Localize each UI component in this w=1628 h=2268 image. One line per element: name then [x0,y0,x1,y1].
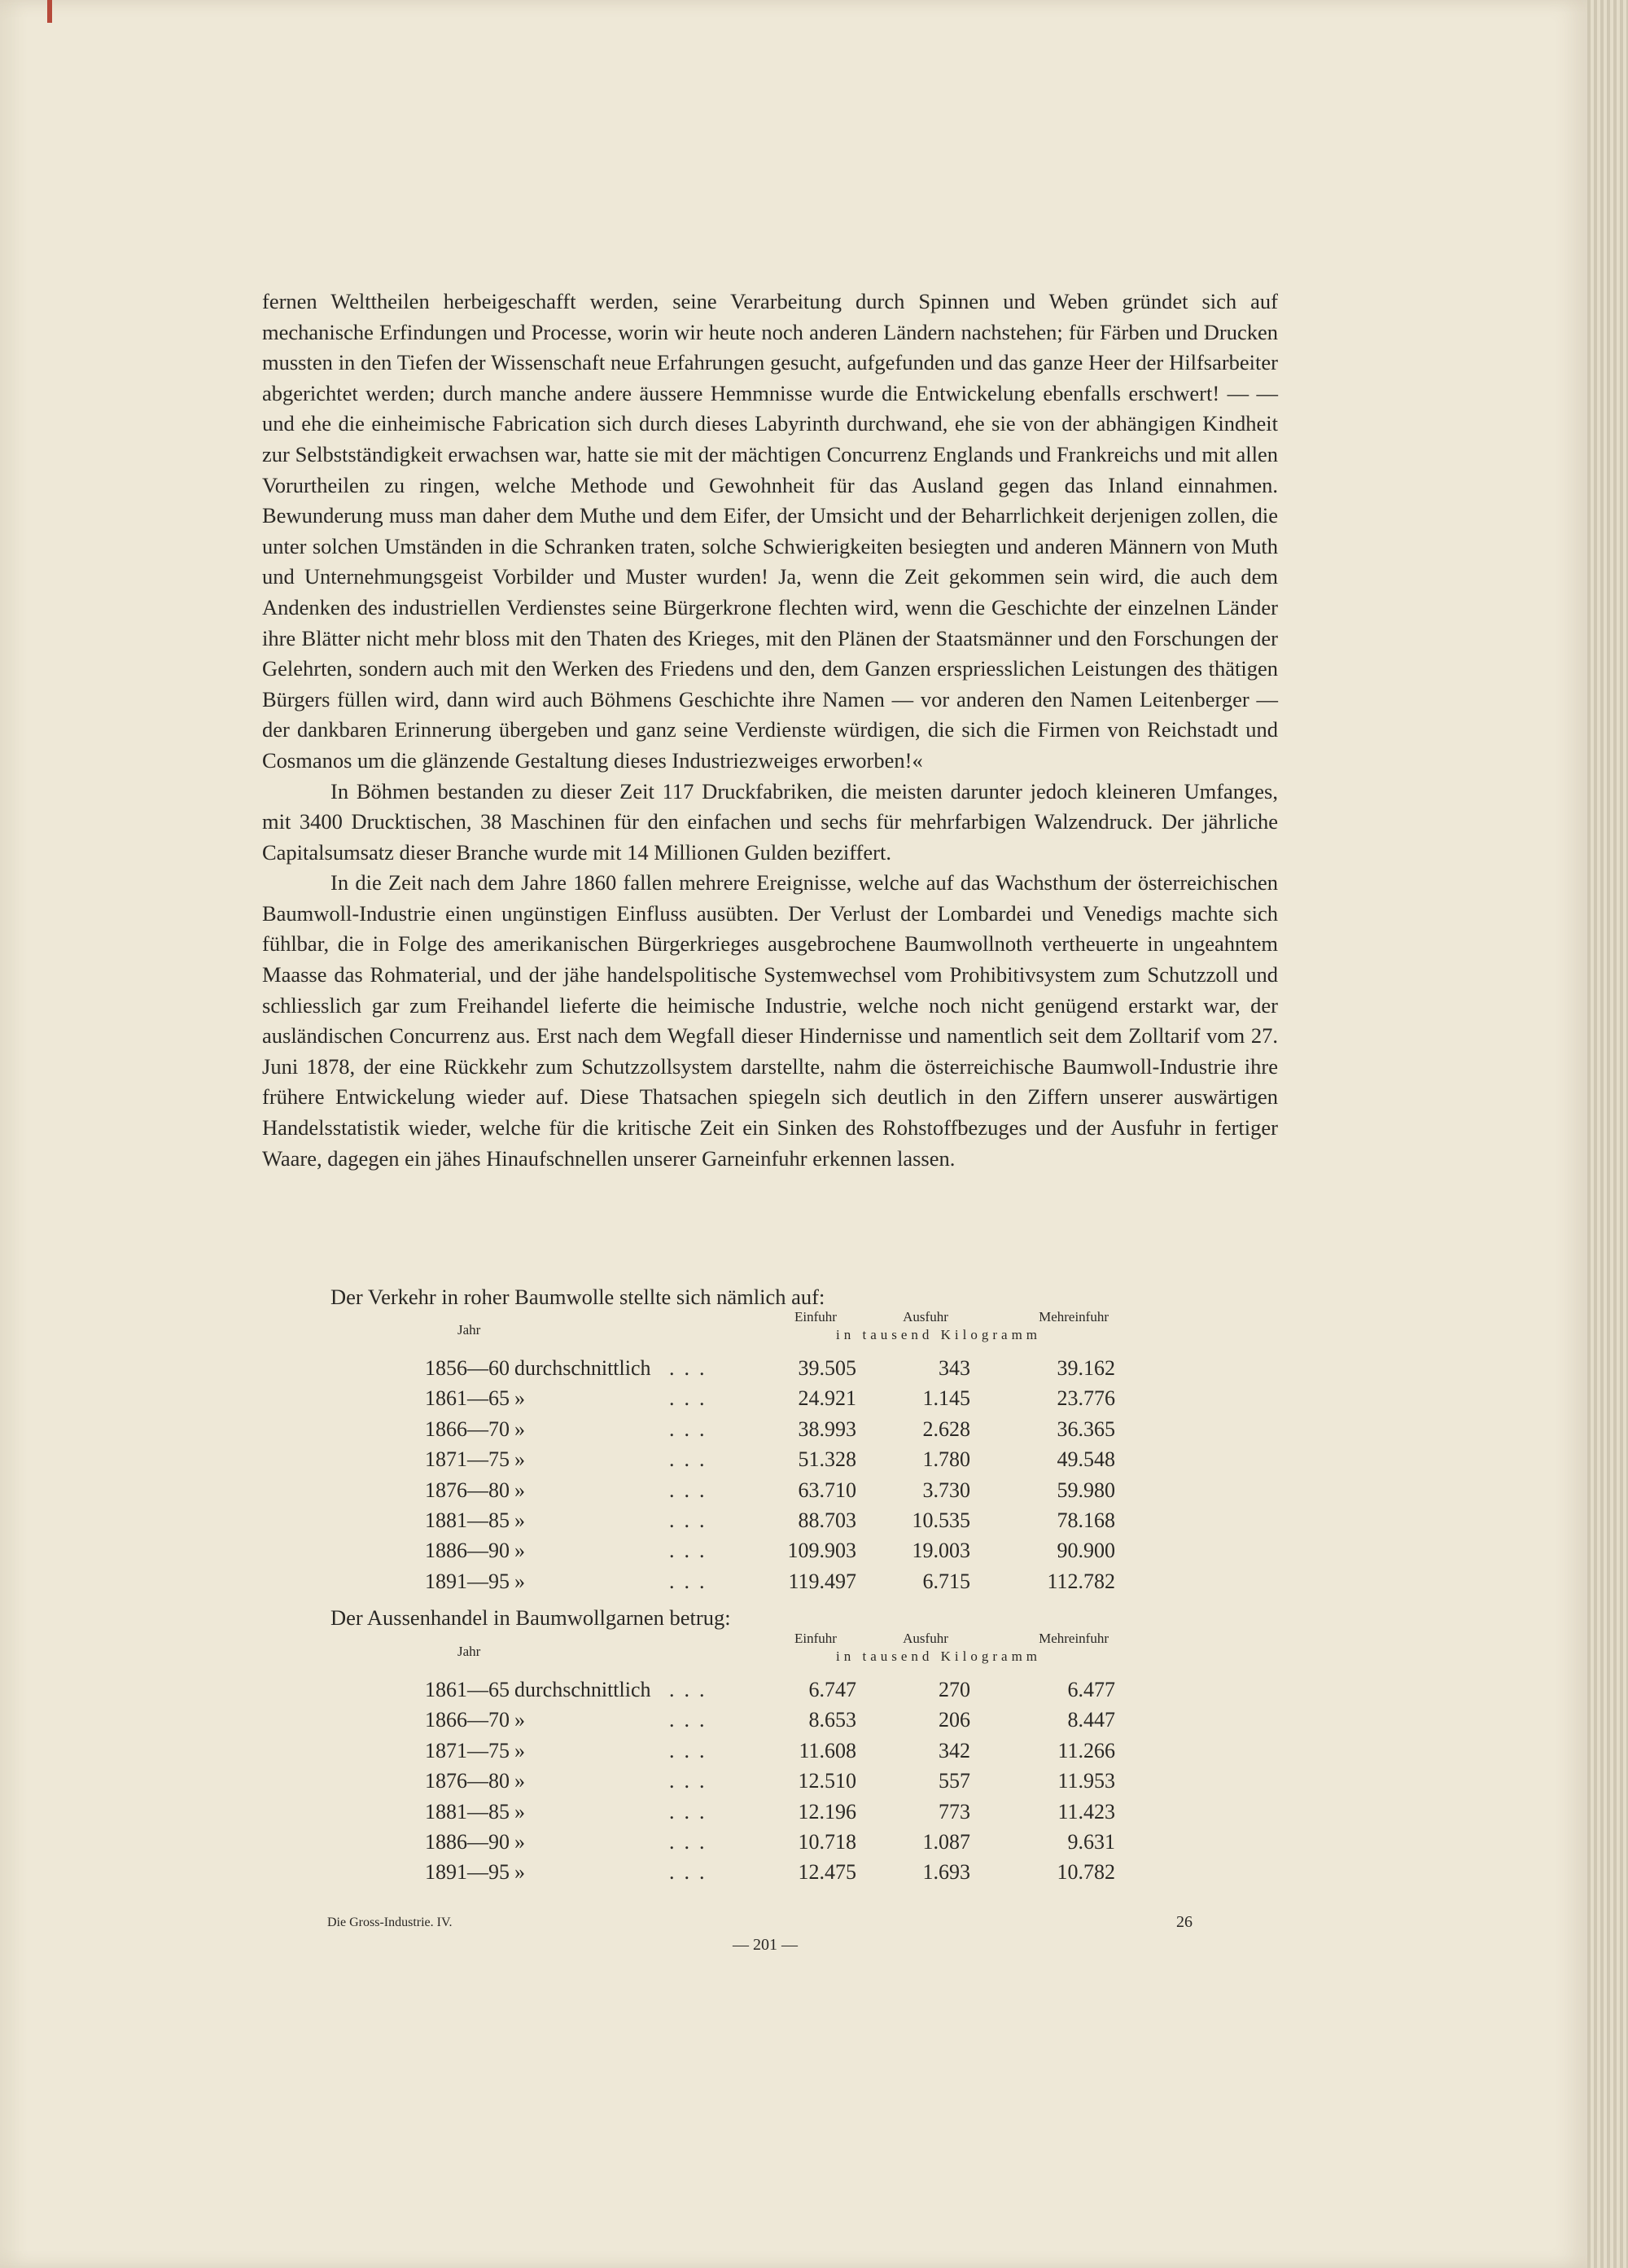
row-label: » [514,1539,525,1563]
table2-header [425,1631,1125,1678]
row-ausfuhr: 1.145 [922,1386,970,1411]
row-ausfuhr: 342 [939,1738,970,1762]
row-leader-dots: ... [669,1386,715,1411]
paragraph-3: In die Zeit nach dem Jahre 1860 fallen mehrere Ereignisse, welche auf das Wachsthum der österreichischen Baumwoll-Industrie einen ungünstigen Einfluss ausübten. Der Verlust der Lombardei und Venedigs machte sich fühlbar, die in Folge des amerikanischen Bürgerkrieges ausgebrochene Baumwollnoth vertheuerte in ungeahntem Maasse das Rohmaterial, und der jähe handelspolitische Systemwechsel vom Prohibitivsystem zum Schutzzoll und schliesslich gar zum Freihandel lieferte die heimische Industrie, welche noch nicht genügend erstarkt war, der ausländischen Concurrenz aus. Erst nach dem Wegfall dieser Hindernisse und namentlich seit dem Zolltarif vom 27. Juni 1878, der eine Rückkehr zum Schutzzollsystem darstellte, nahm die österreichische Baumwoll-Industrie ihre frühere Entwickelung wieder auf. Diese Thatsachen spiegeln sich deutlich in den Ziffern unserer auswärtigen Handelsstatistik wieder, welche für die kritische Zeit ein Sinken des Rohstoffbezuges und der Ausfuhr in fertiger Waare, dagegen ein jähes Hinaufschnellen unserer Garneinfuhr erkennen lassen. [262,870,1278,1171]
row-leader-dots: ... [669,1539,715,1563]
paragraph-1: fernen Welttheilen herbeigeschafft werden, seine Verarbeitung durch Spinnen und Weben gründet sich auf mechanische Erfindungen und Processe, worin wir heute noch anderen Ländern nachstehen; für Färben und Drucken mussten in den Tiefen der Wissenschaft neue Erfahrungen gesucht, aufgefunden und das ganze Heer der Hilfsarbeiter abgerichtet werden; durch manche andere äussere Hemmnisse wurde die Entwickelung ebenfalls erschwert! — — und ehe die einheimische Fabrication sich durch dieses Labyrinth durchwand, ehe sie von der abhängigen Kindheit zur Selbstständigkeit erwachsen war, hatte sie mit der mächtigen Concurrenz Englands und Frankreichs und mit allen Vorurtheilen zu ringen, welche Methode und Gewohnheit für das Ausland gegen das Inland einnahmen. Bewunderung muss man daher dem Muthe und dem Eifer, der Umsicht und der Beharrlichkeit derjenigen zollen, die unter solchen Umständen in die Schranken traten, solche Schwierigkeiten besiegten und anderen Männern von Muth und Unternehmungsgeist Vorbilder und Muster wurden! Ja, wenn die Zeit gekommen sein wird, die auch dem Andenken des industriellen Verdienstes seine Bürgerkrone flechten wird, wenn die Geschichte der einzelnen Länder ihre Blätter nicht mehr bloss mit den Thaten des Krieges, mit den Plänen der Staatsmänner und den Forschungen der Gelehrten, sondern auch mit den Werken des Friedens und den, dem Ganzen erspriesslichen Leistungen des thätigen Bürgers füllen wird, dann wird auch Böhmens Geschichte ihre Namen — vor anderen den Namen Leitenberger — der dankbaren Erinnerung übergeben und ganz seine Verdienste würdigen, die sich die Firmen von Reichstadt und Cosmanos um die glänzende Gestaltung dieses Industriezweiges erworben!« [262,289,1278,773]
row-ausfuhr: 343 [939,1356,970,1380]
row-label: » [514,1478,525,1502]
table-row [425,1769,1125,1799]
row-leader-dots: ... [669,1416,715,1441]
row-einfuhr: 63.710 [798,1478,856,1502]
page-number: — 201 — [733,1936,798,1954]
row-ausfuhr: 6.715 [922,1569,970,1593]
row-mehreinfuhr: 112.782 [1047,1569,1115,1593]
row-leader-dots: ... [669,1508,715,1532]
row-mehreinfuhr: 11.953 [1057,1769,1115,1793]
table-row [425,1356,1125,1386]
table-row [425,1830,1125,1860]
row-mehreinfuhr: 6.477 [1067,1678,1115,1701]
page-stack-edge [1587,0,1628,2268]
table-row [425,1800,1125,1830]
row-leader-dots: ... [669,1678,715,1701]
table-row [425,1417,1125,1447]
row-year: 1861—65 [425,1678,510,1701]
row-year: 1891—95 [425,1569,510,1593]
row-label: » [514,1508,525,1532]
row-leader-dots: ... [669,1356,715,1380]
table1-intro: Der Verkehr in roher Baumwolle stellte sich nämlich auf: [330,1285,825,1309]
row-ausfuhr: 10.535 [912,1508,970,1532]
page-edge-mark [47,0,52,23]
table-row [425,1386,1125,1416]
table1-header-mehreinfuhr: Mehreinfuhr [1039,1309,1109,1324]
table-cotton-yarn [425,1631,1125,1891]
row-year: 1886—90 [425,1829,510,1854]
table-row [425,1570,1125,1600]
row-label: durchschnittlich [514,1678,651,1701]
table-row [425,1739,1125,1769]
row-year: 1876—80 [425,1478,510,1502]
row-mehreinfuhr: 11.423 [1057,1799,1115,1824]
row-year: 1886—90 [425,1539,510,1563]
row-einfuhr: 12.475 [798,1860,856,1885]
table1-header-einfuhr: Einfuhr [794,1309,837,1324]
table-row [425,1478,1125,1508]
table-raw-cotton [425,1309,1125,1600]
row-mehreinfuhr: 59.980 [1057,1478,1115,1502]
row-einfuhr: 39.505 [798,1356,856,1380]
row-label: » [514,1569,525,1593]
row-mehreinfuhr: 23.776 [1057,1386,1115,1411]
row-ausfuhr: 773 [939,1799,970,1824]
row-mehreinfuhr: 49.548 [1057,1447,1115,1472]
row-label: » [514,1860,525,1885]
table-row [425,1447,1125,1478]
row-year: 1861—65 [425,1386,510,1411]
row-leader-dots: ... [669,1769,715,1793]
row-year: 1866—70 [425,1708,510,1732]
row-einfuhr: 119.497 [788,1569,856,1593]
row-label: » [514,1386,525,1411]
table2-header-unit: in tausend Kilogramm [836,1648,1042,1664]
row-einfuhr: 38.993 [798,1416,856,1441]
row-year: 1881—85 [425,1799,510,1824]
paragraph-2: In Böhmen bestanden zu dieser Zeit 117 Druckfabriken, die meisten darunter jedoch kleineren Umfanges, mit 3400 Drucktischen, 38 Maschinen für den einfachen und sechs für mehrfarbigen Walzendruck. Der jährliche Capitalsumsatz dieser Branche wurde mit 14 Millionen Gulden beziffert. [262,778,1278,865]
row-einfuhr: 11.608 [799,1738,856,1762]
table1-header-unit: in tausend Kilogramm [836,1327,1042,1342]
row-label: » [514,1829,525,1854]
row-leader-dots: ... [669,1799,715,1824]
row-mehreinfuhr: 39.162 [1057,1356,1115,1380]
row-leader-dots: ... [669,1569,715,1593]
row-mehreinfuhr: 36.365 [1057,1416,1115,1441]
row-einfuhr: 8.653 [808,1708,856,1732]
row-label: » [514,1769,525,1793]
row-ausfuhr: 1.087 [922,1829,970,1854]
row-einfuhr: 12.510 [798,1769,856,1793]
row-mehreinfuhr: 11.266 [1057,1738,1115,1762]
row-leader-dots: ... [669,1478,715,1502]
table2-header-mehreinfuhr: Mehreinfuhr [1039,1631,1109,1646]
row-ausfuhr: 206 [939,1708,970,1732]
table2-header-einfuhr: Einfuhr [794,1631,837,1646]
row-year: 1866—70 [425,1416,510,1441]
row-einfuhr: 109.903 [787,1539,856,1563]
table1-header-jahr: Jahr [457,1322,481,1338]
table-row [425,1678,1125,1708]
row-ausfuhr: 2.628 [922,1416,970,1441]
row-label: » [514,1708,525,1732]
body-text [262,287,1278,1174]
row-einfuhr: 51.328 [798,1447,856,1472]
row-year: 1891—95 [425,1860,510,1885]
row-mehreinfuhr: 10.782 [1057,1860,1115,1885]
table2-intro: Der Aussenhandel in Baumwollgarnen betrug: [330,1605,731,1630]
table2-header-jahr: Jahr [457,1644,481,1659]
row-label: » [514,1416,525,1441]
row-year: 1881—85 [425,1508,510,1532]
row-ausfuhr: 1.693 [922,1860,970,1885]
row-ausfuhr: 1.780 [922,1447,970,1472]
row-mehreinfuhr: 8.447 [1067,1708,1115,1732]
row-einfuhr: 6.747 [808,1678,856,1701]
row-mehreinfuhr: 9.631 [1067,1829,1115,1854]
row-year: 1876—80 [425,1769,510,1793]
row-label: durchschnittlich [514,1356,651,1380]
row-leader-dots: ... [669,1829,715,1854]
footer-signature-mark: 26 [1176,1913,1193,1931]
row-label: » [514,1447,525,1472]
row-ausfuhr: 557 [939,1769,970,1793]
table-row [425,1708,1125,1738]
row-einfuhr: 10.718 [798,1829,856,1854]
row-einfuhr: 24.921 [798,1386,856,1411]
row-ausfuhr: 270 [939,1678,970,1701]
row-leader-dots: ... [669,1860,715,1885]
row-year: 1871—75 [425,1738,510,1762]
row-year: 1871—75 [425,1447,510,1472]
row-label: » [514,1738,525,1762]
footer-series-title: Die Gross-Industrie. IV. [327,1916,453,1929]
table-row [425,1860,1125,1890]
row-label: » [514,1799,525,1824]
row-leader-dots: ... [669,1738,715,1762]
row-leader-dots: ... [669,1708,715,1732]
row-leader-dots: ... [669,1447,715,1472]
row-mehreinfuhr: 90.900 [1057,1539,1115,1563]
row-mehreinfuhr: 78.168 [1057,1508,1115,1532]
row-einfuhr: 12.196 [798,1799,856,1824]
row-einfuhr: 88.703 [798,1508,856,1532]
table1-header-ausfuhr: Ausfuhr [903,1309,948,1324]
table1-header [425,1309,1125,1356]
row-ausfuhr: 19.003 [912,1539,970,1563]
row-ausfuhr: 3.730 [922,1478,970,1502]
table-row [425,1539,1125,1569]
table2-header-ausfuhr: Ausfuhr [903,1631,948,1646]
table-row [425,1508,1125,1539]
row-year: 1856—60 [425,1356,510,1380]
